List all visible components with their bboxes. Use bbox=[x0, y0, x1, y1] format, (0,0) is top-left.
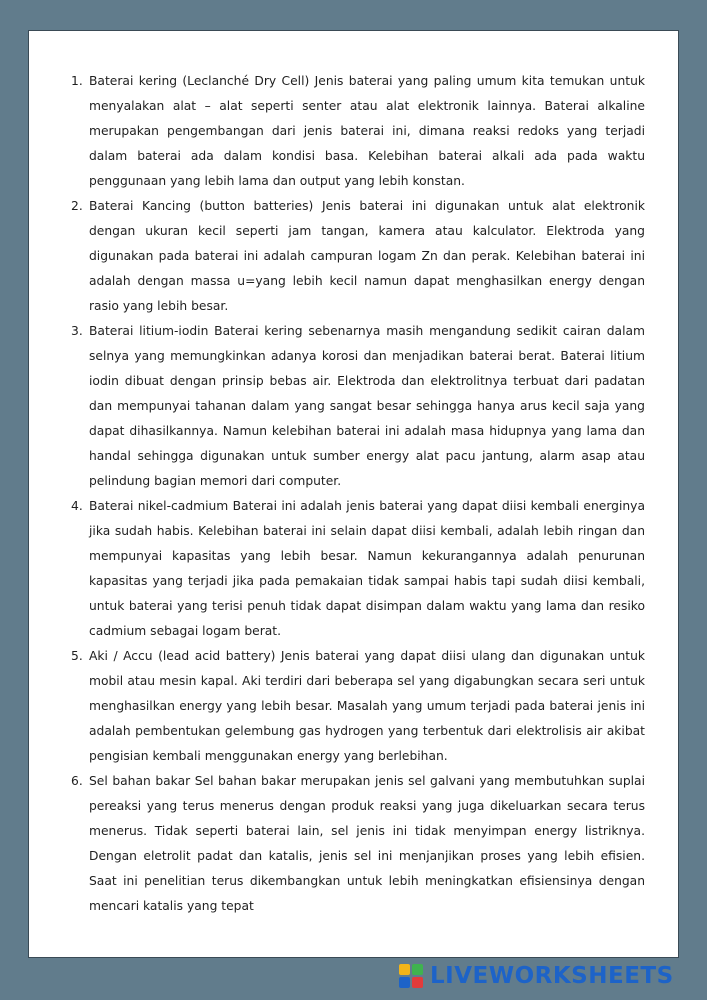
liveworksheets-logo-icon bbox=[398, 963, 424, 989]
item-number: 5. bbox=[71, 649, 83, 663]
list-item bbox=[71, 494, 645, 644]
item-number: 1. bbox=[71, 74, 83, 88]
worksheet-page bbox=[28, 30, 679, 958]
list-item bbox=[71, 644, 645, 769]
logo-text: LIVEWORKSHEETS bbox=[430, 963, 674, 989]
item-text: Sel bahan bakar Sel bahan bakar merupakan jenis sel galvani yang membutuhkan suplai pereaksi yang terus menerus dengan produk reaksi yang juga dikeluarkan secara terus menerus. Tidak seperti baterai lain, sel jenis ini tidak menyimpan energy listriknya. Dengan eletrolit padat dan katalis, jenis sel ini menjanjikan proses yang lebih efisien. Saat ini penelitian terus dikembangkan untuk lebih meningkatkan efisiensinya dengan mencari katalis yang tepat bbox=[89, 774, 645, 913]
item-number: 4. bbox=[71, 499, 83, 513]
item-text: Aki / Accu (lead acid battery) Jenis baterai yang dapat diisi ulang dan digunakan untuk mobil atau mesin kapal. Aki terdiri dari beberapa sel yang digabungkan secara seri untuk menghasilkan energy yang lebih besar. Masalah yang umum terjadi pada baterai jenis ini adalah pembentukan gelembung gas hydrogen yang terbentuk dari elektrolisis air akibat pengisian kembali menggunakan energy yang berlebihan. bbox=[89, 649, 645, 763]
item-text: Baterai kering (Leclanché Dry Cell) Jenis baterai yang paling umum kita temukan untuk menyalakan alat – alat seperti senter atau alat elektronik lainnya. Baterai alkaline merupakan pengembangan dari jenis baterai ini, dimana reaksi redoks yang terjadi dalam baterai ada dalam kondisi basa. Kelebihan baterai alkali ada pada waktu penggunaan yang lebih lama dan output yang lebih konstan. bbox=[89, 74, 645, 188]
list-item bbox=[71, 194, 645, 319]
item-text: Baterai nikel-cadmium Baterai ini adalah jenis baterai yang dapat diisi kembali energinya jika sudah habis. Kelebihan baterai ini selain dapat diisi kembali, adalah lebih ringan dan mempunyai kapasitas yang lebih besar. Namun kekurangannya adalah penurunan kapasitas yang terjadi jika pada pemakaian tidak sampai habis tapi sudah diisi kembali, untuk baterai yang terisi penuh tidak dapat disimpan dalam waktu yang lama dan resiko cadmium sebagai logam berat. bbox=[89, 499, 645, 638]
item-text: Baterai Kancing (button batteries) Jenis baterai ini digunakan untuk alat elektronik dengan ukuran kecil seperti jam tangan, kamera atau kalculator. Elektroda yang digunakan pada baterai ini adalah campuran logam Zn dan perak. Kelebihan baterai ini adalah dengan massa u=yang lebih kecil namun dapat menghasilkan energy dengan rasio yang lebih besar. bbox=[89, 199, 645, 313]
item-text: Baterai litium-iodin Baterai kering sebenarnya masih mengandung sedikit cairan dalam selnya yang memungkinkan adanya korosi dan menjadikan baterai berat. Baterai litium iodin dibuat dengan prinsip bebas air. Elektroda dan elektrolitnya terbuat dari padatan dan mempunyai tahanan dalam yang sangat besar sehingga hanya arus kecil saja yang dapat dihasilkannya. Namun kelebihan baterai ini adalah masa hidupnya yang lama dan handal sehingga digunakan untuk sumber energy alat pacu jantung, alarm asap atau pelindung bagian memori dari computer. bbox=[89, 324, 645, 488]
item-number: 3. bbox=[71, 324, 83, 338]
list-item bbox=[71, 69, 645, 194]
liveworksheets-logo[interactable] bbox=[398, 962, 674, 990]
item-number: 6. bbox=[71, 774, 83, 788]
battery-types-list bbox=[71, 69, 645, 919]
item-number: 2. bbox=[71, 199, 83, 213]
list-item bbox=[71, 769, 645, 919]
list-item bbox=[71, 319, 645, 494]
